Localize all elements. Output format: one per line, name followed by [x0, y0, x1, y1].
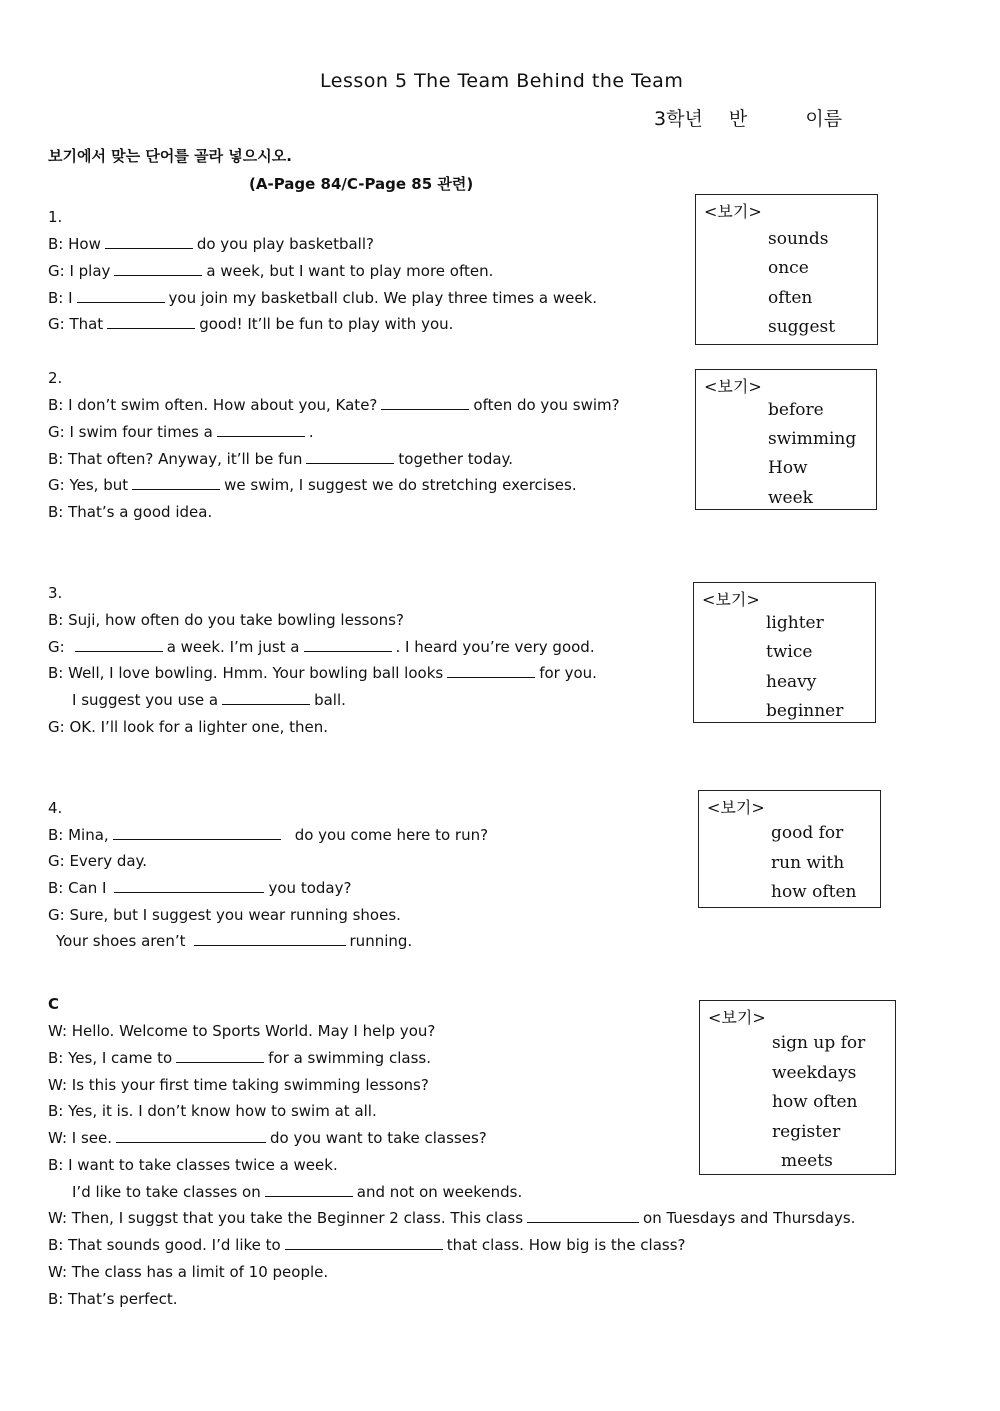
word-bank-3: [693, 582, 876, 723]
word-bank-1: [695, 194, 878, 345]
word-bank-item: before: [768, 400, 824, 420]
word-bank-header: <보기>: [702, 590, 760, 609]
sc-line-10: W: The class has a limit of 10 people.: [48, 1263, 329, 1281]
blank-input[interactable]: [132, 475, 220, 490]
s4-line-4: G: Sure, but I suggest you wear running shoes.: [48, 906, 401, 924]
section-c-label: C: [48, 995, 60, 1013]
sc-line-8: W: Then, I suggst that you take the Beginner 2 class. This class on Tuesdays and Thursdays.: [48, 1209, 856, 1227]
s2-line-3: B: That often? Anyway, it’ll be fun together today.: [48, 450, 514, 468]
word-bank-item: How: [768, 458, 808, 478]
word-bank-item: how often: [772, 1092, 858, 1112]
word-bank-item: register: [772, 1122, 841, 1142]
blank-input[interactable]: [113, 825, 281, 840]
word-bank-c: [699, 1000, 896, 1175]
word-bank-item: run with: [771, 853, 845, 873]
s1-line-1: B: How do you play basketball?: [48, 235, 374, 253]
word-bank-item: lighter: [766, 613, 824, 633]
sc-line-6: B: I want to take classes twice a week.: [48, 1156, 338, 1174]
word-bank-item: twice: [766, 642, 813, 662]
s2-line-1: B: I don’t swim often. How about you, Kate? often do you swim?: [48, 396, 620, 414]
blank-input[interactable]: [194, 931, 346, 946]
s1-line-4: G: That good! It’ll be fun to play with you.: [48, 315, 454, 333]
s3-line-5: G: OK. I’ll look for a lighter one, then.: [48, 718, 328, 736]
s4-line-2: G: Every day.: [48, 852, 148, 870]
sc-line-2: B: Yes, I came to for a swimming class.: [48, 1049, 431, 1067]
word-bank-header: <보기>: [707, 798, 765, 817]
sc-line-1: W: Hello. Welcome to Sports World. May I help you?: [48, 1022, 436, 1040]
section-2-number: 2.: [48, 369, 63, 387]
blank-input[interactable]: [306, 449, 394, 464]
word-bank-item: beginner: [766, 701, 844, 721]
word-bank-item: meets: [781, 1151, 833, 1171]
section-3-number: 3.: [48, 584, 63, 602]
word-bank-item: weekdays: [772, 1063, 857, 1083]
word-bank-item: how often: [771, 882, 857, 902]
s1-line-3: B: I you join my basketball club. We play three times a week.: [48, 289, 598, 307]
word-bank-item: swimming: [768, 429, 857, 449]
s3-line-1: B: Suji, how often do you take bowling lessons?: [48, 611, 404, 629]
s2-line-2: G: I swim four times a .: [48, 423, 314, 441]
blank-input[interactable]: [107, 314, 195, 329]
word-bank-item: sign up for: [772, 1033, 866, 1053]
instruction-text: 보기에서 맞는 단어를 골라 넣으시오.: [48, 147, 292, 165]
blank-input[interactable]: [527, 1208, 639, 1223]
sc-line-4: B: Yes, it is. I don’t know how to swim at all.: [48, 1102, 377, 1120]
sc-line-11: B: That’s perfect.: [48, 1290, 178, 1308]
s3-line-4: I suggest you use a ball.: [72, 691, 346, 709]
section-1-number: 1.: [48, 208, 63, 226]
word-bank-item: sounds: [768, 229, 829, 249]
blank-input[interactable]: [75, 637, 163, 652]
blank-input[interactable]: [114, 261, 202, 276]
grade-label: 3학년: [654, 108, 703, 130]
s3-line-3: B: Well, I love bowling. Hmm. Your bowling ball looks for you.: [48, 664, 597, 682]
blank-input[interactable]: [381, 395, 469, 410]
word-bank-item: suggest: [768, 317, 836, 337]
word-bank-4: [698, 790, 881, 908]
page-reference: (A-Page 84/C-Page 85 관련): [249, 175, 474, 193]
word-bank-item: once: [768, 258, 809, 278]
word-bank-item: often: [768, 288, 813, 308]
word-bank-header: <보기>: [704, 202, 762, 221]
blank-input[interactable]: [285, 1235, 443, 1250]
word-bank-item: good for: [771, 823, 844, 843]
sc-line-5: W: I see. do you want to take classes?: [48, 1129, 487, 1147]
blank-input[interactable]: [217, 422, 305, 437]
word-bank-header: <보기>: [704, 377, 762, 396]
word-bank-header: <보기>: [708, 1008, 766, 1027]
s2-line-5: B: That’s a good idea.: [48, 503, 213, 521]
blank-input[interactable]: [116, 1128, 266, 1143]
s4-line-5: Your shoes aren’t running.: [56, 932, 413, 950]
s3-line-2: G: a week. I’m just a . I heard you’re very good.: [48, 638, 595, 656]
blank-input[interactable]: [304, 637, 392, 652]
blank-input[interactable]: [265, 1182, 353, 1197]
word-bank-2: [695, 369, 877, 510]
sc-line-9: B: That sounds good. I’d like to that class. How big is the class?: [48, 1236, 686, 1254]
s2-line-4: G: Yes, but we swim, I suggest we do stretching exercises.: [48, 476, 577, 494]
blank-input[interactable]: [222, 690, 310, 705]
student-info: [654, 104, 842, 131]
blank-input[interactable]: [114, 878, 264, 893]
blank-input[interactable]: [176, 1048, 264, 1063]
word-bank-item: heavy: [766, 672, 817, 692]
word-bank-item: week: [768, 488, 813, 508]
s1-line-2: G: I play a week, but I want to play more often.: [48, 262, 494, 280]
blank-input[interactable]: [77, 288, 165, 303]
blank-input[interactable]: [105, 234, 193, 249]
s4-line-3: B: Can I you today?: [48, 879, 352, 897]
blank-input[interactable]: [447, 663, 535, 678]
sc-line-7: I’d like to take classes on and not on weekends.: [72, 1183, 523, 1201]
sc-line-3: W: Is this your first time taking swimming lessons?: [48, 1076, 429, 1094]
page-title: Lesson 5 The Team Behind the Team: [320, 70, 684, 92]
s4-line-1: B: Mina, do you come here to run?: [48, 826, 489, 844]
section-4-number: 4.: [48, 799, 63, 817]
class-label: 반: [728, 108, 748, 130]
name-label: 이름: [805, 108, 843, 130]
